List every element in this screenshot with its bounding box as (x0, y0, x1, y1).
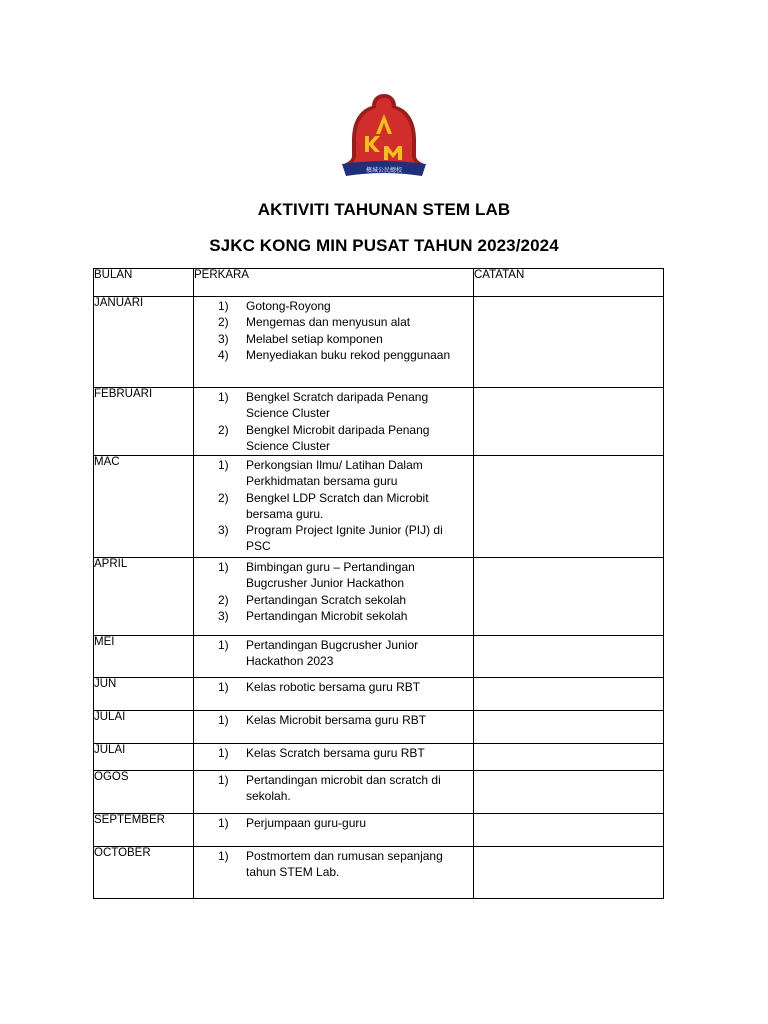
list-item (194, 490, 473, 523)
item-number (194, 608, 246, 624)
catatan-cell (474, 771, 664, 814)
list-item (194, 772, 473, 805)
perkara-cell (194, 388, 474, 456)
item-number (194, 331, 246, 347)
table-row (94, 814, 664, 847)
item-number-text: 1) (218, 849, 229, 863)
perkara-cell (194, 558, 474, 636)
perkara-cell (194, 297, 474, 388)
table-row (94, 636, 664, 678)
perkara-cell (194, 678, 474, 711)
header-bulan: BULAN (94, 269, 194, 297)
month-cell: OCTOBER (94, 847, 194, 899)
item-number-text: 3) (218, 608, 229, 623)
list-item (194, 559, 473, 592)
item-text: Pertandingan Scratch sekolah (246, 592, 407, 607)
item-number (194, 637, 246, 670)
item-text: Menyediakan buku rekod penggunaan (246, 347, 451, 362)
list-item (194, 522, 473, 555)
table-row (94, 771, 664, 814)
item-text: Kelas robotic bersama guru RBT (246, 680, 421, 694)
item-number-text: 1) (218, 680, 229, 694)
item-text: Perjumpaan guru-guru (246, 816, 367, 830)
list-item (194, 389, 473, 422)
item-number (194, 772, 246, 805)
catatan-cell (474, 297, 664, 388)
activity-list (194, 744, 473, 761)
month-cell: APRIL (94, 558, 194, 636)
catatan-cell (474, 636, 664, 678)
list-item (194, 608, 473, 624)
table-header-row (94, 269, 664, 297)
activity-list (194, 456, 473, 555)
item-number (194, 815, 246, 831)
catatan-cell (474, 388, 664, 456)
perkara-cell (194, 771, 474, 814)
item-number (194, 848, 246, 881)
item-text: Kelas Scratch bersama guru RBT (246, 746, 425, 760)
item-text: Bengkel Scratch daripada Penang Science Cluster (246, 390, 429, 421)
perkara-cell (194, 711, 474, 744)
activity-list (194, 771, 473, 805)
activity-list (194, 297, 473, 363)
table-body (94, 297, 664, 899)
item-number-text: 1) (218, 746, 229, 760)
school-logo (336, 90, 432, 190)
item-number-text: 1) (218, 713, 229, 727)
perkara-cell (194, 744, 474, 771)
activity-table (93, 268, 664, 899)
activity-list (194, 388, 473, 454)
item-text: Mengemas dan menyusun alat (246, 315, 411, 330)
list-item (194, 815, 473, 831)
month-cell: FEBRUARI (94, 388, 194, 456)
catatan-cell (474, 678, 664, 711)
perkara-cell (194, 456, 474, 558)
document-subtitle: SJKC KONG MIN PUSAT TAHUN 2023/2024 (209, 236, 559, 255)
item-number (194, 559, 246, 592)
list-item (194, 314, 473, 330)
item-number (194, 347, 246, 363)
item-text: Pertandingan microbit dan scratch di sekolah. (246, 773, 441, 804)
table-row (94, 456, 664, 558)
item-text: Program Project Ignite Junior (PIJ) di PSC (246, 523, 443, 554)
list-item (194, 457, 473, 490)
item-number-text: 2) (218, 490, 229, 505)
item-number (194, 422, 246, 455)
catatan-cell (474, 744, 664, 771)
item-number (194, 592, 246, 608)
activity-list (194, 558, 473, 624)
item-number-text: 1) (218, 560, 229, 574)
item-number (194, 712, 246, 728)
month-cell: MAC (94, 456, 194, 558)
list-item (194, 331, 473, 347)
list-item (194, 592, 473, 608)
table-row (94, 297, 664, 388)
item-text: Melabel setiap komponen (246, 331, 383, 346)
activity-list (194, 636, 473, 670)
item-number (194, 490, 246, 523)
item-number-text: 1) (218, 816, 229, 830)
activity-list (194, 678, 473, 695)
month-cell: JULAI (94, 744, 194, 771)
item-number (194, 679, 246, 695)
list-item (194, 848, 473, 881)
month-cell: OGOS (94, 771, 194, 814)
item-number-text: 1) (218, 390, 229, 404)
item-number-text: 1) (218, 638, 229, 652)
item-text: Gotong-Royong (246, 299, 331, 313)
month-cell: JULAI (94, 711, 194, 744)
activity-list (194, 847, 473, 881)
perkara-cell (194, 636, 474, 678)
item-text: Bimbingan guru – Pertandingan Bugcrusher Junior Hackathon (246, 560, 415, 591)
perkara-cell (194, 847, 474, 899)
catatan-cell (474, 456, 664, 558)
item-number-text: 3) (218, 331, 229, 346)
table-row (94, 558, 664, 636)
month-cell: JANUARI (94, 297, 194, 388)
item-text: Bengkel LDP Scratch dan Microbit bersama guru. (246, 490, 429, 521)
header-perkara: PERKARA (194, 269, 474, 297)
catatan-cell (474, 814, 664, 847)
list-item (194, 637, 473, 670)
item-number-text: 1) (218, 773, 229, 787)
item-number-text: 1) (218, 458, 229, 472)
item-number-text: 4) (218, 347, 229, 362)
item-number (194, 522, 246, 555)
item-text: Pertandingan Bugcrusher Junior Hackathon 2023 (246, 638, 419, 669)
activity-list (194, 814, 473, 831)
header-catatan: CATATAN (474, 269, 664, 297)
list-item (194, 712, 473, 728)
document-title: AKTIVITI TAHUNAN STEM LAB (257, 200, 511, 219)
table-row (94, 744, 664, 771)
list-item (194, 298, 473, 314)
table-row (94, 678, 664, 711)
catatan-cell (474, 558, 664, 636)
item-number-text: 2) (218, 315, 229, 330)
month-cell: MEI (94, 636, 194, 678)
table-row (94, 388, 664, 456)
catatan-cell (474, 711, 664, 744)
table-row (94, 711, 664, 744)
item-text: Kelas Microbit bersama guru RBT (246, 713, 427, 727)
item-number (194, 745, 246, 761)
catatan-cell (474, 847, 664, 899)
item-number-text: 2) (218, 592, 229, 607)
item-number (194, 314, 246, 330)
item-number (194, 298, 246, 314)
item-number (194, 457, 246, 490)
item-number-text: 2) (218, 422, 229, 437)
table-row (94, 847, 664, 899)
item-text: Perkongsian Ilmu/ Latihan Dalam Perkhidmatan bersama guru (246, 458, 423, 489)
item-number-text: 1) (218, 299, 229, 313)
logo-banner-text: 檳城公民總校 (365, 167, 403, 174)
month-cell: SEPTEMBER (94, 814, 194, 847)
activity-list (194, 711, 473, 728)
list-item (194, 745, 473, 761)
item-text: Bengkel Microbit daripada Penang Science Cluster (246, 422, 430, 453)
item-number-text: 3) (218, 523, 229, 538)
item-number (194, 389, 246, 422)
item-text: Pertandingan Microbit sekolah (246, 608, 408, 623)
list-item (194, 422, 473, 455)
month-cell: JUN (94, 678, 194, 711)
perkara-cell (194, 814, 474, 847)
list-item (194, 347, 473, 363)
item-text: Postmortem dan rumusan sepanjang tahun STEM Lab. (246, 849, 443, 880)
list-item (194, 679, 473, 695)
